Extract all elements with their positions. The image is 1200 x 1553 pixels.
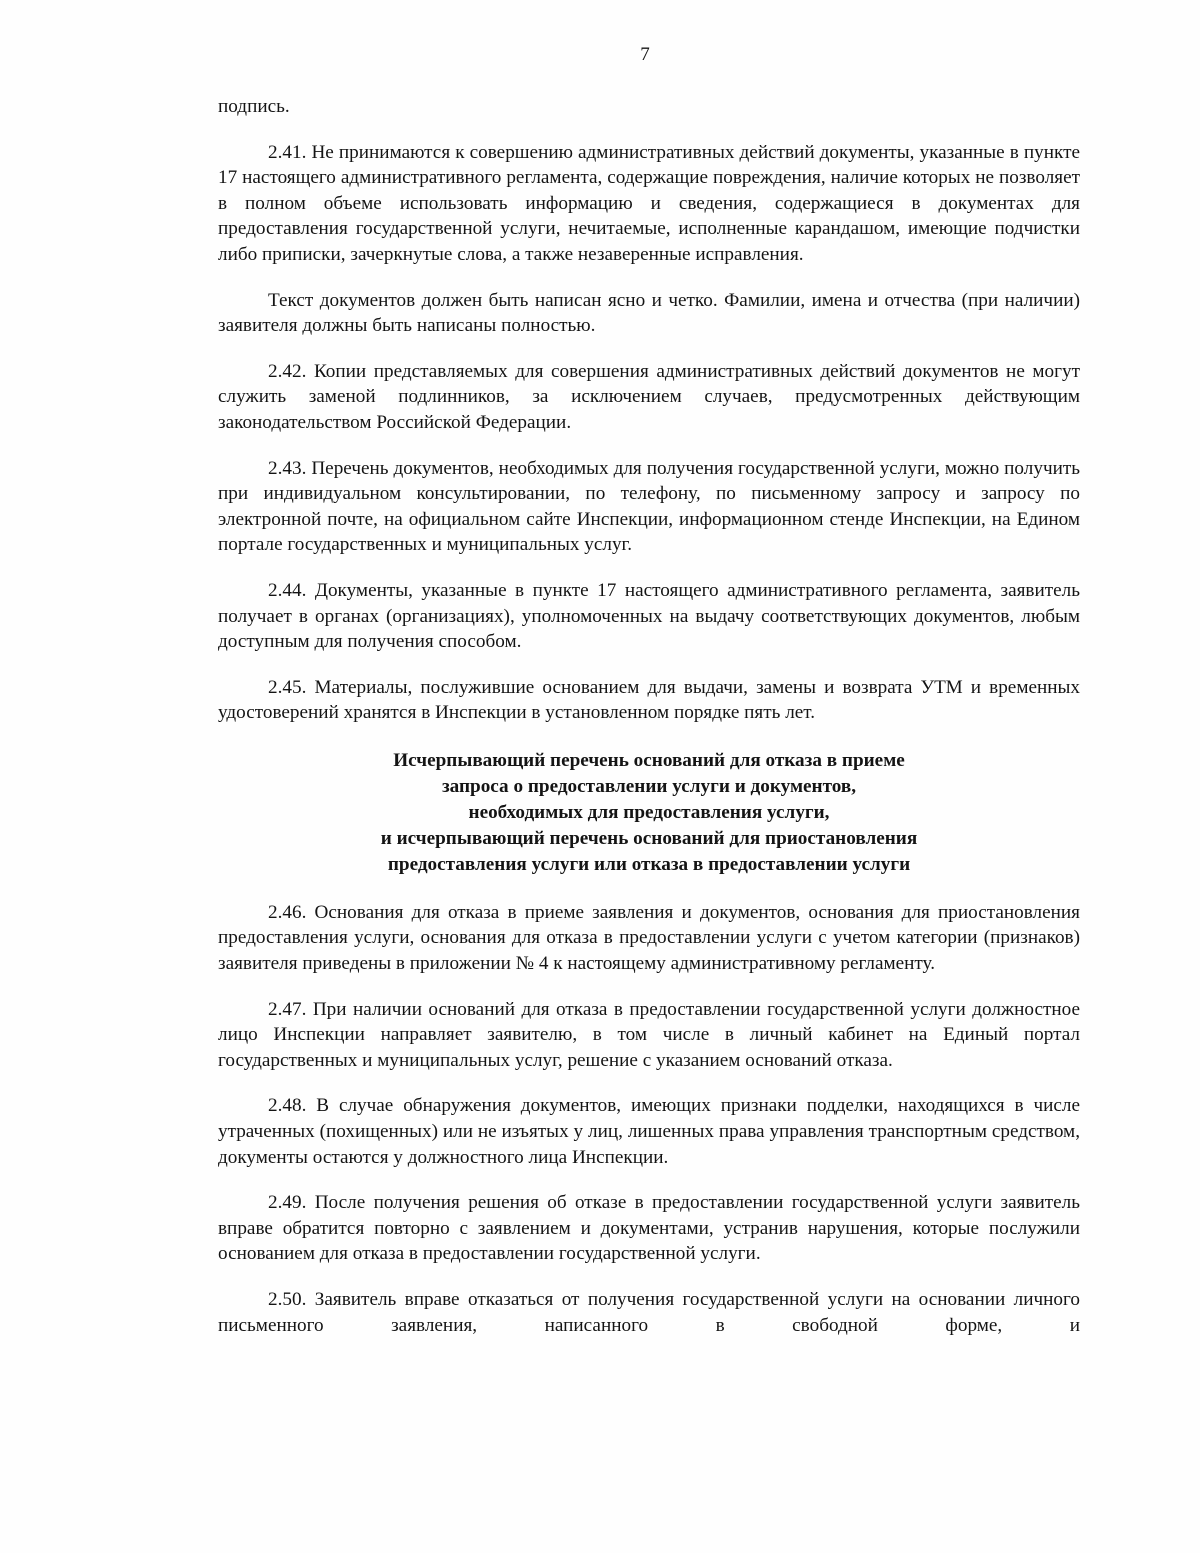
paragraph-text-requirements: Текст документов должен быть написан ясно и четко. Фамилии, имена и отчества (при наличии) заявителя должны быть написаны полностью. — [218, 289, 1080, 337]
paragraph-2-50: 2.50. Заявитель вправе отказаться от получения государственной услуги на основании личного письменного заявления, написанного в свободной форме, и — [218, 1289, 1080, 1336]
paragraph-2-48: 2.48. В случае обнаружения документов, имеющих признаки подделки, находящихся в числе утраченных (похищенных) или не изъятых у лиц, лишенных права управления транспортным средством, документы остаются у должностного лица Инспекции. — [218, 1095, 1080, 1168]
paragraph-2-43: 2.43. Перечень документов, необходимых для получения государственной услуги, можно получить при индивидуальном консультировании, по телефону, по письменному запросу и запросу по электронной почте, на официальном сайте Инспекции, информационном стенде Инспекции, на Едином портале государственных и муниципальных услуг. — [218, 457, 1080, 556]
paragraph-2-45: 2.45. Материалы, послужившие основанием для выдачи, замены и возврата УТМ и временных удостоверений хранятся в Инспекции в установленном порядке пять лет. — [218, 676, 1080, 724]
page-number: 7 — [640, 44, 650, 65]
intro-text: подпись. — [218, 96, 290, 117]
heading-line: необходимых для предоставления услуги, — [468, 801, 830, 823]
paragraph-2-44: 2.44. Документы, указанные в пункте 17 настоящего административного регламента, заявитель получает в органах (организациях), уполномоченных на выдачу соответствующих документов, любым доступным для получения способом. — [218, 579, 1080, 653]
paragraph-2-41: 2.41. Не принимаются к совершению административных действий документы, указанные в пункте 17 настоящего административного регламента, содержащие повреждения, наличие которых не позволяет в полном объеме использовать информацию и сведения, содержащиеся в документах для предоставления государственной услуги, нечитаемые, исполненные карандашом, имеющие подчистки либо приписки, зачеркнутые слова, а также незаверенные исправления. — [218, 141, 1080, 265]
heading-line: запроса о предоставлении услуги и документов, — [441, 775, 857, 797]
heading-line: и исчерпывающий перечень оснований для приостановления — [380, 827, 918, 849]
document-body — [218, 94, 1080, 1338]
paragraph-2-49: 2.49. После получения решения об отказе в предоставлении государственной услуги заявитель вправе обратится повторно с заявлением и документами, устранив нарушения, которые послужили основанием для отказа в предоставлении государственной услуги. — [218, 1192, 1080, 1265]
heading-line: Исчерпывающий перечень оснований для отказа в приеме — [393, 749, 905, 771]
heading-line: предоставления услуги или отказа в предоставлении услуги — [387, 853, 911, 875]
paragraph-2-47: 2.47. При наличии оснований для отказа в предоставлении государственной услуги должностное лицо Инспекции направляет заявителю, в том числе в личный кабинет на Единый портал государственных и муниципальных услуг, решение с указанием оснований отказа. — [218, 998, 1080, 1071]
section-heading — [218, 748, 1080, 878]
paragraph-2-42: 2.42. Копии представляемых для совершения административных действий документов не могут служить заменой подлинников, за исключением случаев, предусмотренных действующим законодательством Российской Федерации. — [218, 360, 1080, 433]
paragraph-2-46: 2.46. Основания для отказа в приеме заявления и документов, основания для приостановления предоставления услуги, основания для отказа в предоставлении услуги с учетом категории (признаков) заявителя приведены в приложении № 4 к настоящему административному регламенту. — [218, 901, 1080, 975]
